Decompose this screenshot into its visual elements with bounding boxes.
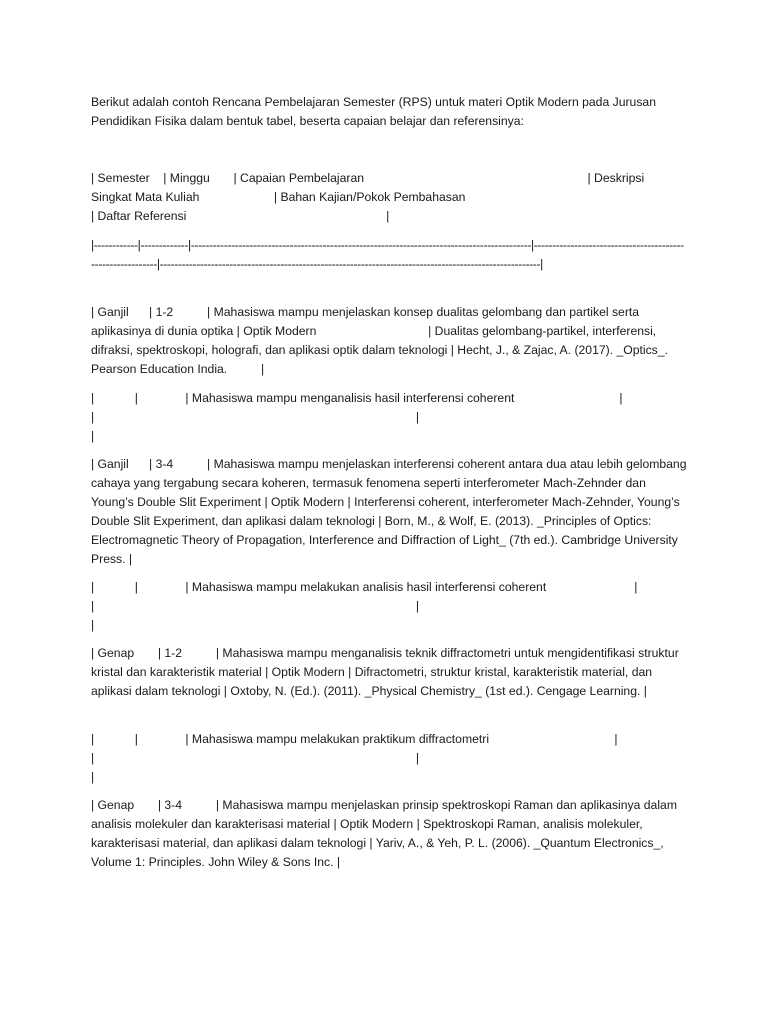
intro-paragraph: Berikut adalah contoh Rencana Pembelajaran Semester (RPS) untuk materi Optik Modern pada Jurusan Pendidikan Fisika dalam bentuk tabel, beserta capaian belajar dan referensinya:: [91, 95, 660, 128]
table-row-genap-3-4: | Genap | 3-4 | Mahasiswa mampu menjelaskan prinsip spektroskopi Raman dan aplikasinya dalam analisis molekuler dan karakterisasi material | Optik Modern | Spektroskopi Raman, analisis molekuler, karakterisasi material, dan aplikasi dalam teknologi | Yariv, A., & Yeh, P. L. (2006). _Quantum Electronics_, Volume 1: Principles. John Wiley & Sons Inc. |: [91, 798, 681, 869]
table-row-sub-1: | | | Mahasiswa mampu menganalisis hasil interferensi coherent | | | |: [91, 391, 623, 443]
table-row-genap-1-2: | Genap | 1-2 | Mahasiswa mampu menganalisis teknik diffractometri untuk mengidentifikasi struktur kristal dan karakteristik material | Optik Modern | Difractometri, struktur kristal, karakteristik material, dan aplikasi dalam teknologi | Oxtoby, N. (Ed.). (2011). _Physical Chemistry_ (1st ed.). Cengage Learning. |: [91, 646, 683, 698]
table-row-ganjil-3-4: | Ganjil | 3-4 | Mahasiswa mampu menjelaskan interferensi coherent antara dua atau lebih gelombang cahaya yang tergabung secara koheren, termasuk fenomena seperti interferometer Mach-Zehnder dan Young’s Double Slit Experiment | Optik Modern | Interferensi coherent, interferometer Mach-Zehnder, Young’s Double Slit Experiment, dan aplikasi dalam teknologi | Born, M., & Wolf, E. (2013). _Principles of Optics: Electromagnetic Theory of Propagation, Interference and Diffraction of Light_ (7th ed.). Cambridge University Press. |: [91, 457, 690, 566]
table-row-sub-2: | | | Mahasiswa mampu melakukan analisis hasil interferensi coherent | | | |: [91, 580, 638, 632]
table-header-row: | Semester | Minggu | Capaian Pembelajaran | Deskripsi Singkat Mata Kuliah | Bahan Kajian/Pokok Pembahasan | Daftar Referensi |: [91, 171, 645, 223]
table-row-ganjil-1-2: | Ganjil | 1-2 | Mahasiswa mampu menjelaskan konsep dualitas gelombang dan partikel serta aplikasinya di dunia optika | Optik Modern | Dualitas gelombang-partikel, interferensi, difraksi, spektroskopi, holografi, dan aplikasi optik dalam teknologi | Hecht, J., & Zajac, A. (2017). _Optics_. Pearson Education India. |: [91, 305, 672, 376]
table-row-sub-3: | | | Mahasiswa mampu melakukan praktikum diffractometri | | | |: [91, 732, 618, 784]
table-separator: |------------|-------------|---------------------------------------------------------------------------------------------|-----------------------------------------------------------|--------------------------------------------------------------------------------------------------------|: [91, 238, 684, 271]
